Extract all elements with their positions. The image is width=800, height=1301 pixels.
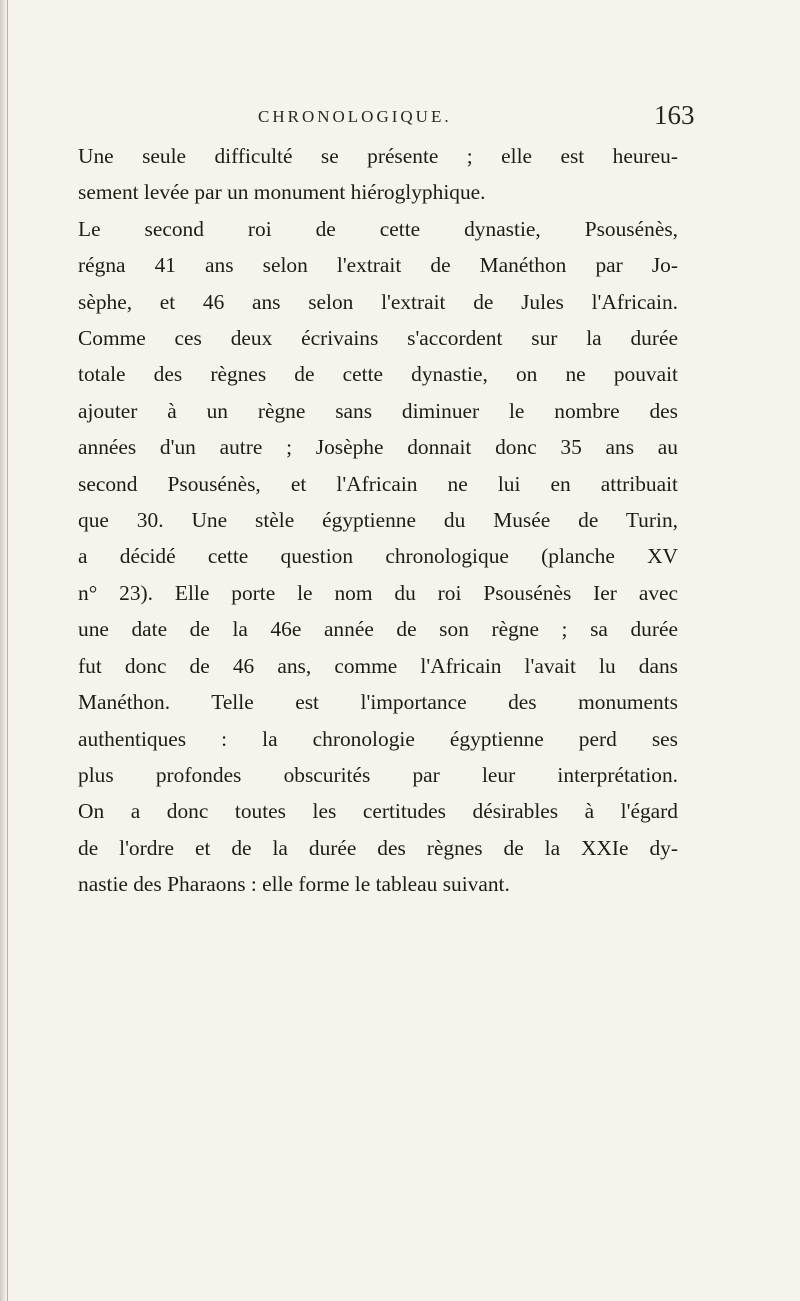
text-line: nastie des Pharaons : elle forme le tableau suivant.	[78, 872, 510, 897]
text-line: régna 41 ans selon l'extrait de Manéthon par Jo-	[78, 253, 678, 278]
text-line: authentiques : la chronologie égyptienne perd ses	[78, 726, 678, 751]
text-line: n° 23). Elle porte le nom du roi Psousénès Ier avec	[78, 580, 678, 605]
body-text	[78, 138, 678, 903]
text-line: Une seule difficulté se présente ; elle est heureu-	[78, 144, 678, 168]
text-line: sement levée par un monument hiéroglyphique.	[78, 180, 486, 205]
text-line: second Psousénès, et l'Africain ne lui en attribuait	[78, 471, 678, 496]
text-line: On a donc toutes les certitudes désirables à l'égard	[78, 799, 678, 824]
text-line: fut donc de 46 ans, comme l'Africain l'avait lu dans	[78, 653, 678, 678]
text-line: Le second roi de cette dynastie, Psousénès,	[78, 216, 678, 241]
text-line: sèphe, et 46 ans selon l'extrait de Jules l'Africain.	[78, 289, 678, 314]
text-line: totale des règnes de cette dynastie, on ne pouvait	[78, 362, 678, 387]
text-line: une date de la 46e année de son règne ; sa durée	[78, 617, 678, 642]
text-line: années d'un autre ; Josèphe donnait donc 35 ans au	[78, 435, 678, 460]
page-number: 163	[654, 100, 695, 130]
text-line: Comme ces deux écrivains s'accordent sur la durée	[78, 326, 678, 351]
text-line: de l'ordre et de la durée des règnes de la XXIe dy-	[78, 835, 678, 860]
text-line: a décidé cette question chronologique (planche XV	[78, 544, 678, 569]
text-line: que 30. Une stèle égyptienne du Musée de Turin,	[78, 508, 678, 533]
text-line: plus profondes obscurités par leur interprétation.	[78, 762, 678, 787]
text-line: ajouter à un règne sans diminuer le nombre des	[78, 398, 678, 423]
text-line: Manéthon. Telle est l'importance des monuments	[78, 690, 678, 715]
running-title: CHRONOLOGIQUE.	[258, 107, 452, 126]
